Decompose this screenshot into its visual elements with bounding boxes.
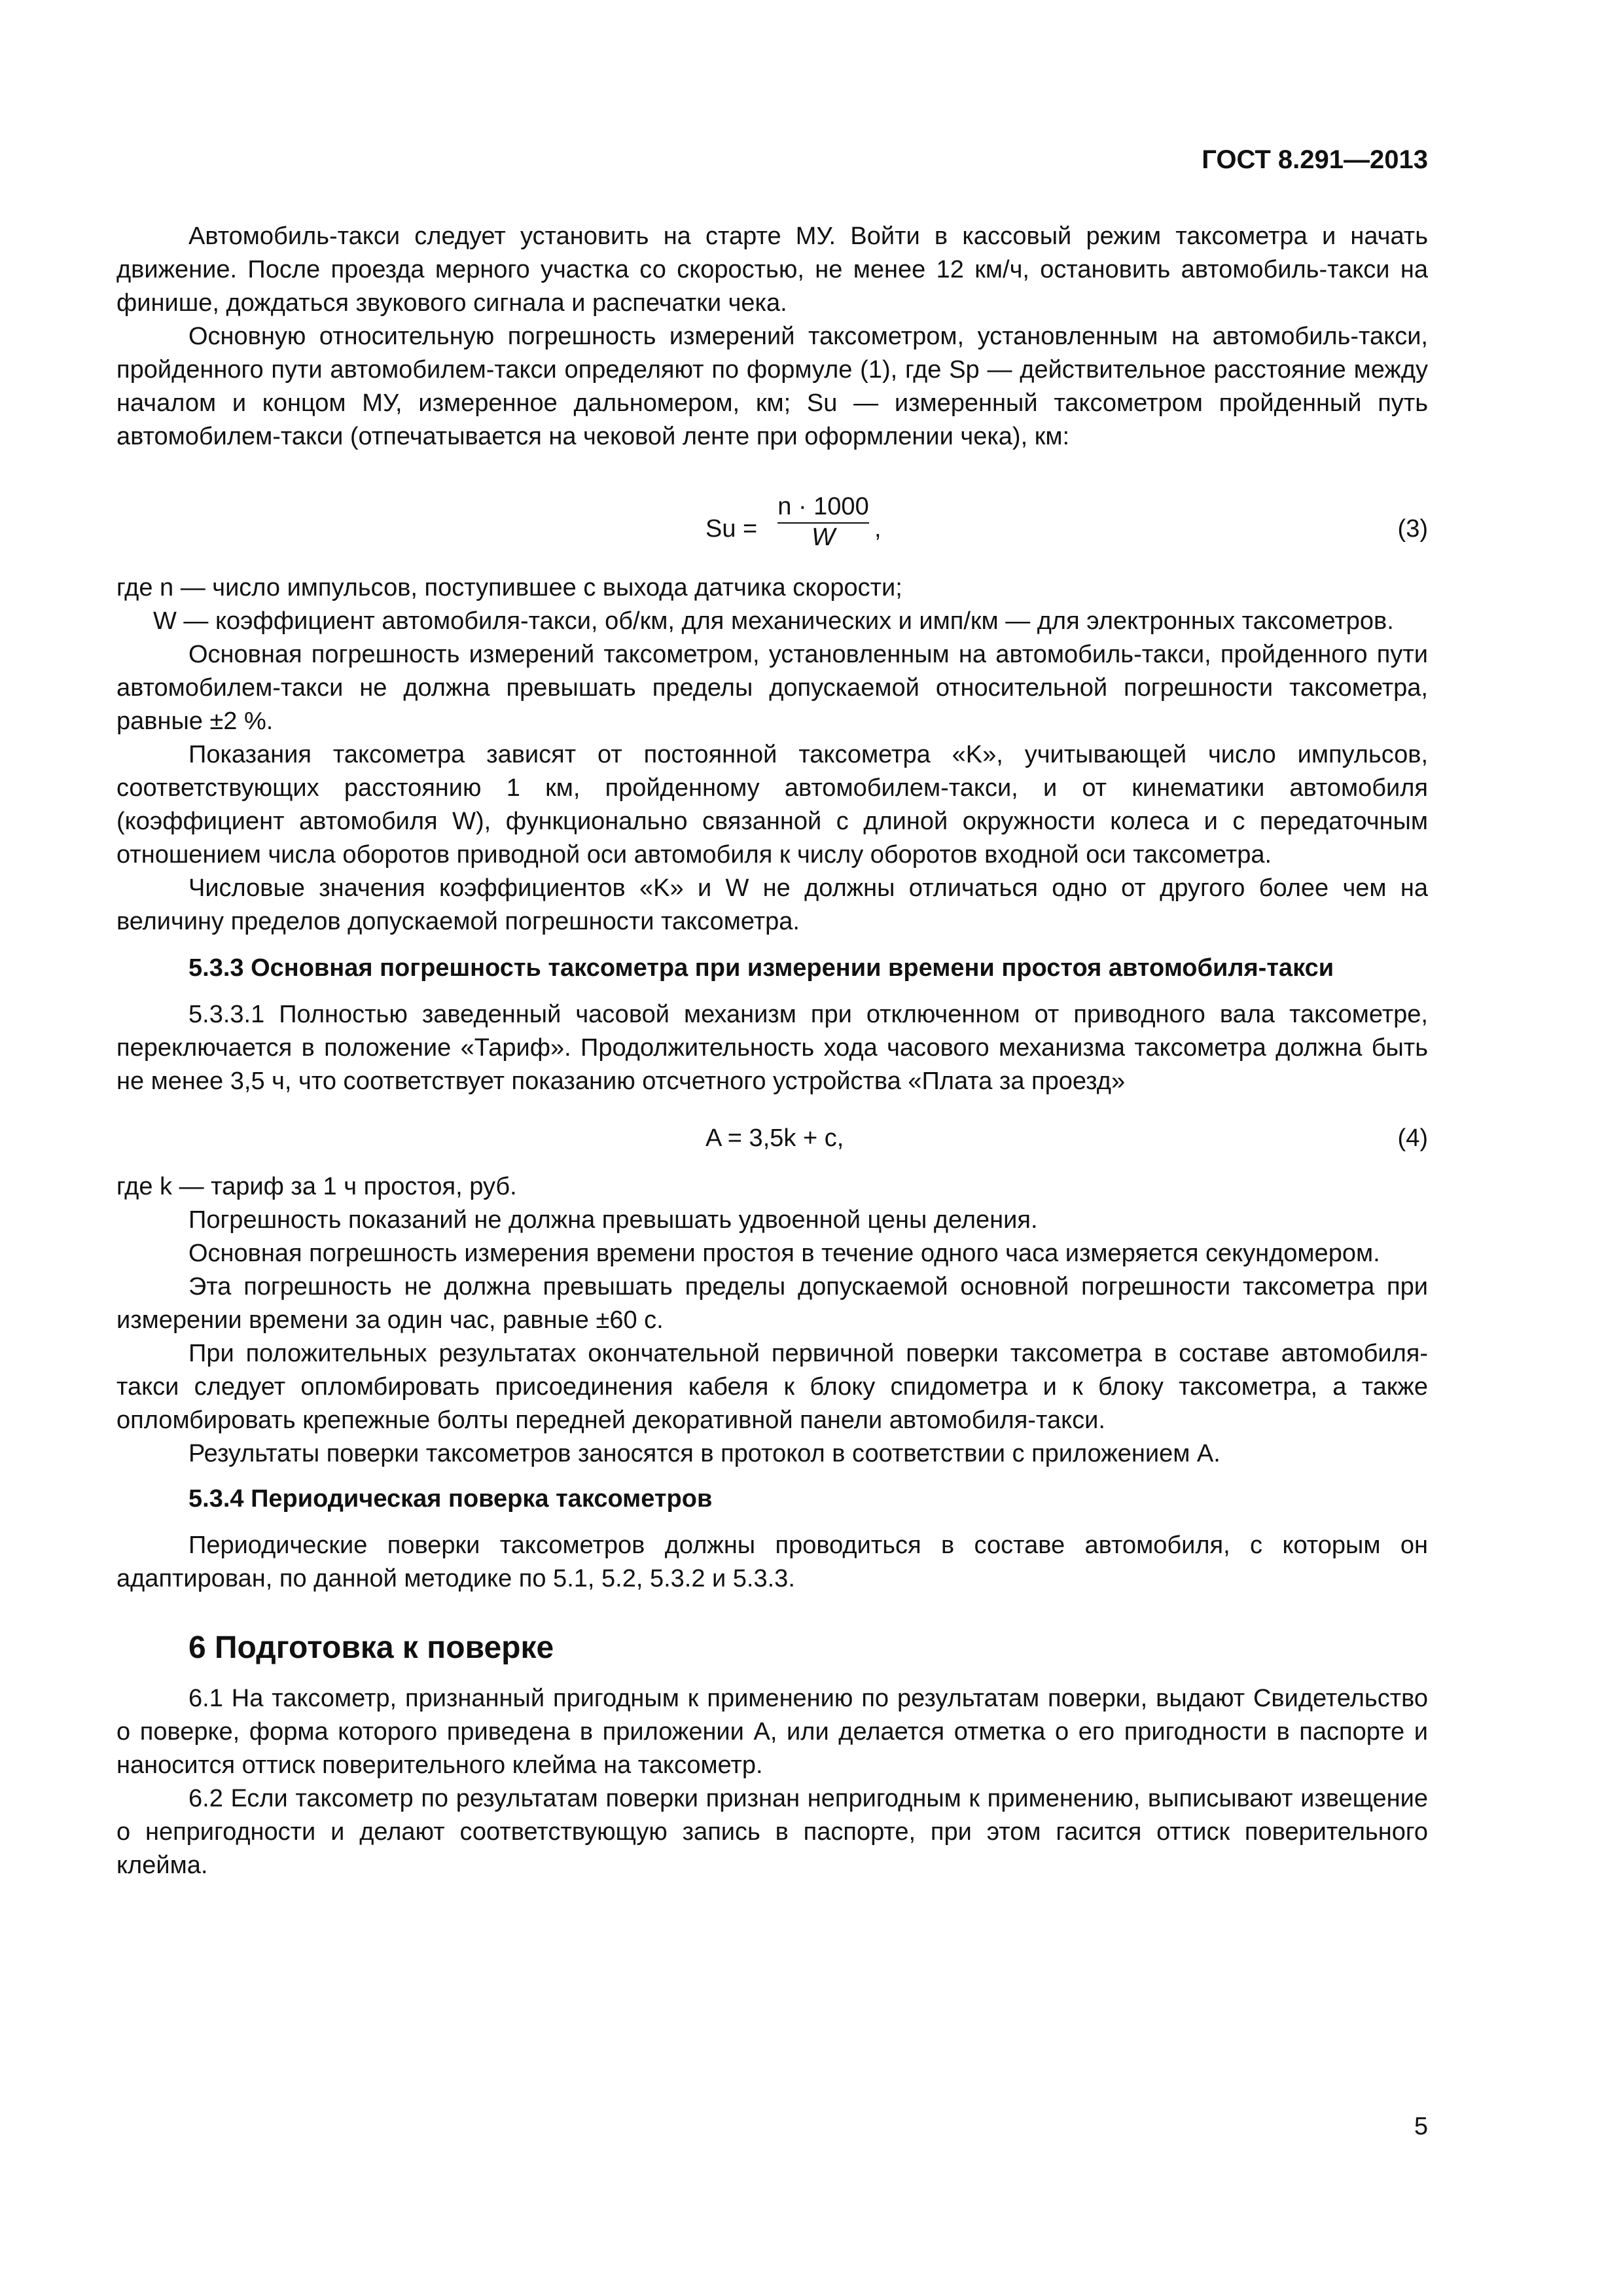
paragraph-protocol: Результаты поверки таксометров заносятся в протокол в соответствии с приложением А. [188,1440,1221,1467]
page-number: 5 [1414,2113,1428,2140]
paragraph-coefficients: Числовые значения коэффициентов «K» и W не должны отличаться одно от другого более чем на величину пределов допускаемой погрешности таксометра. [116,874,1428,935]
formula-3-numerator: n · 1000 [777,493,869,524]
formula-4-text: A = 3,5k + c, [705,1124,844,1152]
paragraph-6-2: 6.2 Если таксометр по результатам поверки признан непригодным к применению, выписывают извещение о непригодности и делают соответствующую запись в паспорте, при этом гасится оттиск поверительного клейма. [116,1785,1428,1879]
heading-5-3-4: 5.3.4 Периодическая поверка таксометров [188,1485,713,1513]
heading-section-6: 6 Подготовка к поверке [188,1630,554,1665]
where-3-line-2: W — коэффициент автомобиля-такси, об/км, для механических и имп/км — для электронных таксометров. [153,607,1394,635]
paragraph-relative-error: Основную относительную погрешность измерений таксометром, установленным на автомобиль-такси, пройденного пути автомобилем-такси определяют по формуле (1), где Sp — действительное расстояние между началом и концом МУ, измеренное дальномером, км; Su — измеренный таксометром пройденный путь автомобилем-такси (отпечатывается на чековой ленте при оформлении чека), км: [116,323,1428,450]
paragraph-reading-error: Погрешность показаний не должна превышать удвоенной цены деления. [188,1206,1038,1234]
paragraph-stopwatch: Основная погрешность измерения времени простоя в течение одного часа измеряется секундомером. [188,1240,1380,1267]
formula-3-trail: , [874,515,882,543]
paragraph-constant-k: Показания таксометра зависят от постоянной таксометра «K», учитывающей число импульсов, соответствующих расстоянию 1 км, пройденному автомобилем-такси, и от кинематики автомобиля (коэффициент автомобиля W), функционально связанной с длиной окружности колеса и с передаточным отношением числа оборотов приводной оси автомобиля к числу оборотов входной оси таксометра. [116,741,1428,869]
paragraph-60s-limit: Эта погрешность не должна превышать пределы допускаемой основной погрешности таксометра при измерении времени за один час, равные ±60 с. [116,1273,1428,1334]
where-4-line-1: где k — тариф за 1 ч простоя, руб. [116,1173,517,1200]
formula-3-number: (3) [1397,515,1428,543]
paragraph-6-1: 6.1 На таксометр, признанный пригодным к применению по результатам поверки, выдают Свидетельство о поверке, форма которого приведена в приложении А, или делается отметка о его пригодности в паспорте и наносится оттиск поверительного клейма на таксометр. [116,1685,1428,1779]
paragraph-error-limits: Основная погрешность измерений таксометром, установленным на автомобиль-такси, пройденного пути автомобилем-такси не должна превышать пределы допускаемой относительной погрешности таксометра, равные ±2 %. [116,641,1428,735]
paragraph-periodic: Периодические поверки таксометров должны проводиться в составе автомобиля, с которым он адаптирован, по данной методике по 5.1, 5.2, 5.3.2 и 5.3.3. [116,1532,1428,1592]
where-3-line-1: где n — число импульсов, поступившее с выхода датчика скорости; [116,574,902,601]
formula-3 [116,493,1428,571]
heading-5-3-3: 5.3.3 Основная погрешность таксометра при измерении времени простоя автомобиля-такси [188,954,1334,982]
page-header: ГОСТ 8.291—2013 [1202,145,1428,174]
paragraph-sealing: При положительных результатах окончательной первичной поверки таксометра в составе автомобиля-такси следует опломбировать присоединения кабеля к блоку спидометра и к блоку таксометра, а также опломбировать крепежные болты передней декоративной панели автомобиля-такси. [116,1340,1428,1434]
document-body [116,0,1428,1882]
formula-3-lhs: Su = [705,515,758,543]
paragraph-5-3-3-1: 5.3.3.1 Полностью заведенный часовой механизм при отключенном от приводного вала таксометре, переключается в положение «Тариф». Продолжительность хода часового механизма таксометра должна быть не менее 3,5 ч, что соответствует показанию отсчетного устройства «Плата за проезд» [116,1001,1428,1095]
formula-3-denominator: W [812,524,835,551]
paragraph-start-procedure: Автомобиль-такси следует установить на старте МУ. Войти в кассовый режим таксометра и начать движение. После проезда мерного участка со скоростью, не менее 12 км/ч, остановить автомобиль-такси на финише, дождаться звукового сигнала и распечатки чека. [116,223,1428,317]
formula-4-number: (4) [1397,1124,1428,1152]
formula-4 [116,1124,1428,1170]
